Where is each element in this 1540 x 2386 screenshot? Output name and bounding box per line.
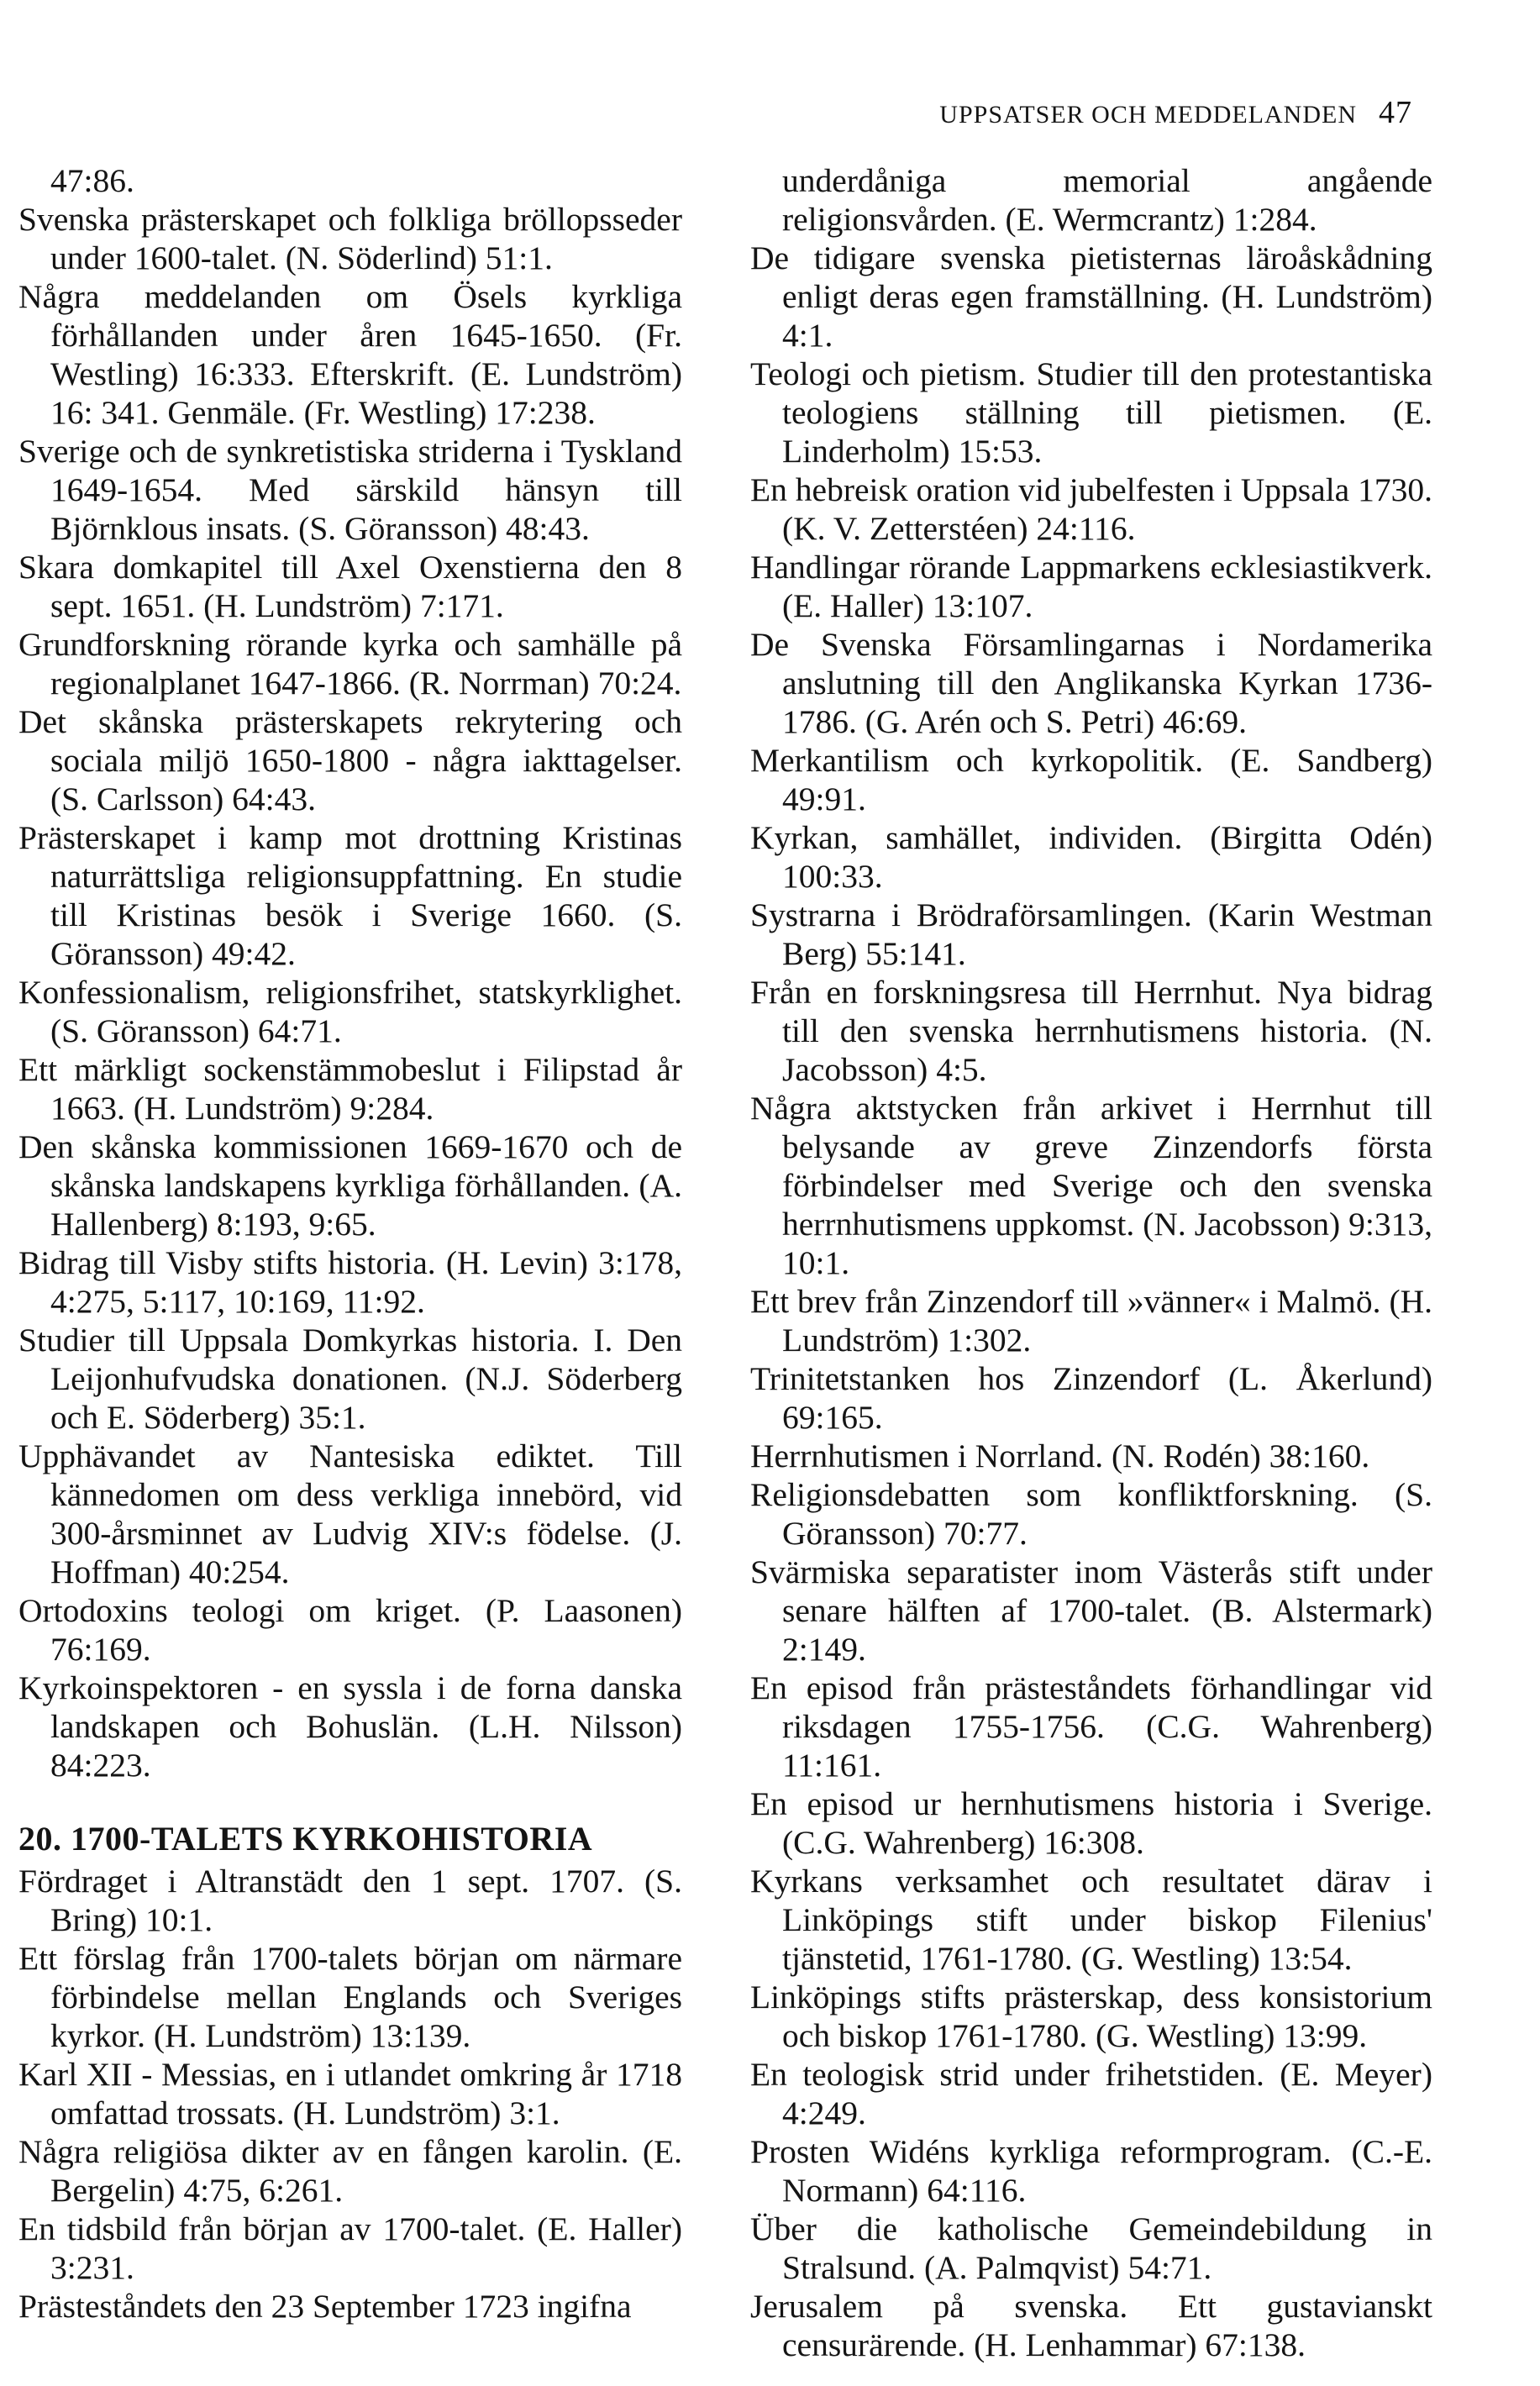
entry-list-after xyxy=(18,1862,682,2326)
continued-entry: 47:86. xyxy=(50,162,134,199)
bibliography-entry: Prosten Widéns kyrkliga reformprogram. (C.-E. Normann) 64:116. xyxy=(750,2133,1432,2209)
bibliography-entry: Grundforskning rörande kyrka och samhälle på regionalplanet 1647-1866. (R. Norrman) 70:24. xyxy=(18,626,682,702)
bibliography-entry: Ortodoxins teologi om kriget. (P. Laasonen) 76:169. xyxy=(18,1592,682,1668)
bibliography-entry: Sverige och de synkretistiska striderna i Tyskland 1649-1654. Med särskild hänsyn till Björnklous insats. (S. Göransson) 48:43. xyxy=(18,433,682,547)
header-title: UPPSATSER OCH MEDDELANDEN xyxy=(939,101,1357,129)
bibliography-entry: Studier till Uppsala Domkyrkas historia. I. Den Leijonhufvudska donationen. (N.J. Söderberg och E. Söderberg) 35:1. xyxy=(18,1322,682,1436)
bibliography-entry: Über die katholische Gemeindebildung in Stralsund. (A. Palmqvist) 54:71. xyxy=(750,2210,1432,2286)
running-header xyxy=(939,94,1412,131)
bibliography-entry: Teologi och pietism. Studier till den protestantiska teologiens ställning till pietismen. (E. Linderholm) 15:53. xyxy=(750,355,1432,470)
bibliography-entry: Bidrag till Visby stifts historia. (H. Levin) 3:178, 4:275, 5:117, 10:169, 11:92. xyxy=(18,1244,682,1320)
bibliography-entry: Handlingar rörande Lappmarkens ecklesiastikverk. (E. Haller) 13:107. xyxy=(750,549,1432,624)
bibliography-entry: En tidsbild från början av 1700-talet. (E. Haller) 3:231. xyxy=(18,2210,682,2286)
bibliography-entry: Ett brev från Zinzendorf till »vänner« i Malmö. (H. Lundström) 1:302. xyxy=(750,1283,1432,1359)
bibliography-entry: Från en forskningsresa till Herrnhut. Nya bidrag till den svenska herrnhutismens historia. (N. Jacobsson) 4:5. xyxy=(750,974,1432,1088)
bibliography-entry: En episod ur hernhutismens historia i Sverige. (C.G. Wahrenberg) 16:308. xyxy=(750,1785,1432,1861)
bibliography-entry: De Svenska Församlingarnas i Nordamerika anslutning till den Anglikanska Kyrkan 1736-1786. (G. Arén och S. Petri) 46:69. xyxy=(750,626,1432,740)
bibliography-entry: Prästerskapet i kamp mot drottning Kristinas naturrättsliga religionsuppfattning. En studie till Kristinas besök i Sverige 1660. (S. Göransson) 49:42. xyxy=(18,819,682,972)
bibliography-entry: Merkantilism och kyrkopolitik. (E. Sandberg) 49:91. xyxy=(750,742,1432,817)
entry-list xyxy=(750,239,1432,2364)
bibliography-entry: Svärmiska separatister inom Västerås stift under senare hälften af 1700-talet. (B. Alstermark) 2:149. xyxy=(750,1553,1432,1668)
right-column xyxy=(750,161,1432,2364)
bibliography-entry: Kyrkans verksamhet och resultatet därav i Linköpings stift under biskop Filenius' tjänstetid, 1761-1780. (G. Westling) 13:54. xyxy=(750,1863,1432,1977)
bibliography-entry: Kyrkan, samhället, individen. (Birgitta Odén) 100:33. xyxy=(750,819,1432,895)
bibliography-entry: Ett förslag från 1700-talets början om närmare förbindelse mellan Englands och Sveriges kyrkor. (H. Lundström) 13:139. xyxy=(18,1940,682,2054)
bibliography-entry: De tidigare svenska pietisternas läroåskådning enligt deras egen framställning. (H. Lundström) 4:1. xyxy=(750,239,1432,354)
bibliography-entry: Några aktstycken från arkivet i Herrnhut till belysande av greve Zinzendorfs första förbindelser med Sverige och den svenska herrnhutismens uppkomst. (N. Jacobsson) 9:313, 10:1. xyxy=(750,1090,1432,1281)
bibliography-entry: Konfessionalism, religionsfrihet, statskyrklighet. (S. Göransson) 64:71. xyxy=(18,974,682,1049)
bibliography-entry: Karl XII - Messias, en i utlandet omkring år 1718 omfattad trossats. (H. Lundström) 3:1. xyxy=(18,2056,682,2131)
section-heading: 20. 1700-TALETS KYRKOHISTORIA xyxy=(18,1820,593,1858)
entry-list-before xyxy=(18,200,682,1784)
bibliography-entry: Kyrkoinspektoren - en syssla i de forna danska landskapen och Bohuslän. (L.H. Nilsson) 84:223. xyxy=(18,1669,682,1784)
bibliography-entry: Religionsdebatten som konfliktforskning. (S. Göransson) 70:77. xyxy=(750,1476,1432,1552)
bibliography-entry: Upphävandet av Nantesiska ediktet. Till kännedomen om dess verkliga innebörd, vid 300-årsminnet av Ludvig XIV:s födelse. (J. Hoffman) 40:254. xyxy=(18,1437,682,1590)
bibliography-entry: Jerusalem på svenska. Ett gustavianskt censurärende. (H. Lenhammar) 67:138. xyxy=(750,2288,1432,2363)
bibliography-entry: Trinitetstanken hos Zinzendorf (L. Åkerlund) 69:165. xyxy=(750,1360,1432,1436)
bibliography-entry: Det skånska prästerskapets rekrytering och sociala miljö 1650-1800 - några iakttagelser. (S. Carlsson) 64:43. xyxy=(18,703,682,817)
bibliography-entry: Prästeståndets den 23 September 1723 ingifna xyxy=(18,2288,632,2325)
bibliography-entry: Några religiösa dikter av en fången karolin. (E. Bergelin) 4:75, 6:261. xyxy=(18,2133,682,2209)
page-number: 47 xyxy=(1379,95,1412,130)
bibliography-entry: En episod från prästeståndets förhandlingar vid riksdagen 1755-1756. (C.G. Wahrenberg) 11:161. xyxy=(750,1669,1432,1784)
bibliography-entry: Linköpings stifts prästerskap, dess konsistorium och biskop 1761-1780. (G. Westling) 13:99. xyxy=(750,1979,1432,2054)
bibliography-entry: Fördraget i Altranstädt den 1 sept. 1707. (S. Bring) 10:1. xyxy=(18,1863,682,1938)
bibliography-entry: Svenska prästerskapet och folkliga bröllopsseder under 1600-talet. (N. Söderlind) 51:1. xyxy=(18,201,682,276)
bibliography-entry: Några meddelanden om Ösels kyrkliga förhållanden under åren 1645-1650. (Fr. Westling) 16:333. Efterskrift. (E. Lundström) 16: 341. Genmäle. (Fr. Westling) 17:238. xyxy=(18,278,682,431)
left-column xyxy=(18,161,682,2326)
bibliography-entry: En hebreisk oration vid jubelfesten i Uppsala 1730. (K. V. Zetterstéen) 24:116. xyxy=(750,471,1432,547)
bibliography-entry: Den skånska kommissionen 1669-1670 och de skånska landskapens kyrkliga förhållanden. (A. Hallenberg) 8:193, 9:65. xyxy=(18,1128,682,1243)
continued-entry: underdåniga memorial angående religionsvården. (E. Wermcrantz) 1:284. xyxy=(782,162,1432,238)
bibliography-entry: Systrarna i Brödraförsamlingen. (Karin Westman Berg) 55:141. xyxy=(750,896,1432,972)
bibliography-entry: Ett märkligt sockenstämmobeslut i Filipstad år 1663. (H. Lundström) 9:284. xyxy=(18,1051,682,1127)
bibliography-entry: Herrnhutismen i Norrland. (N. Rodén) 38:160. xyxy=(750,1437,1370,1474)
bibliography-entry: En teologisk strid under frihetstiden. (E. Meyer) 4:249. xyxy=(750,2056,1432,2131)
bibliography-entry: Skara domkapitel till Axel Oxenstierna den 8 sept. 1651. (H. Lundström) 7:171. xyxy=(18,549,682,624)
